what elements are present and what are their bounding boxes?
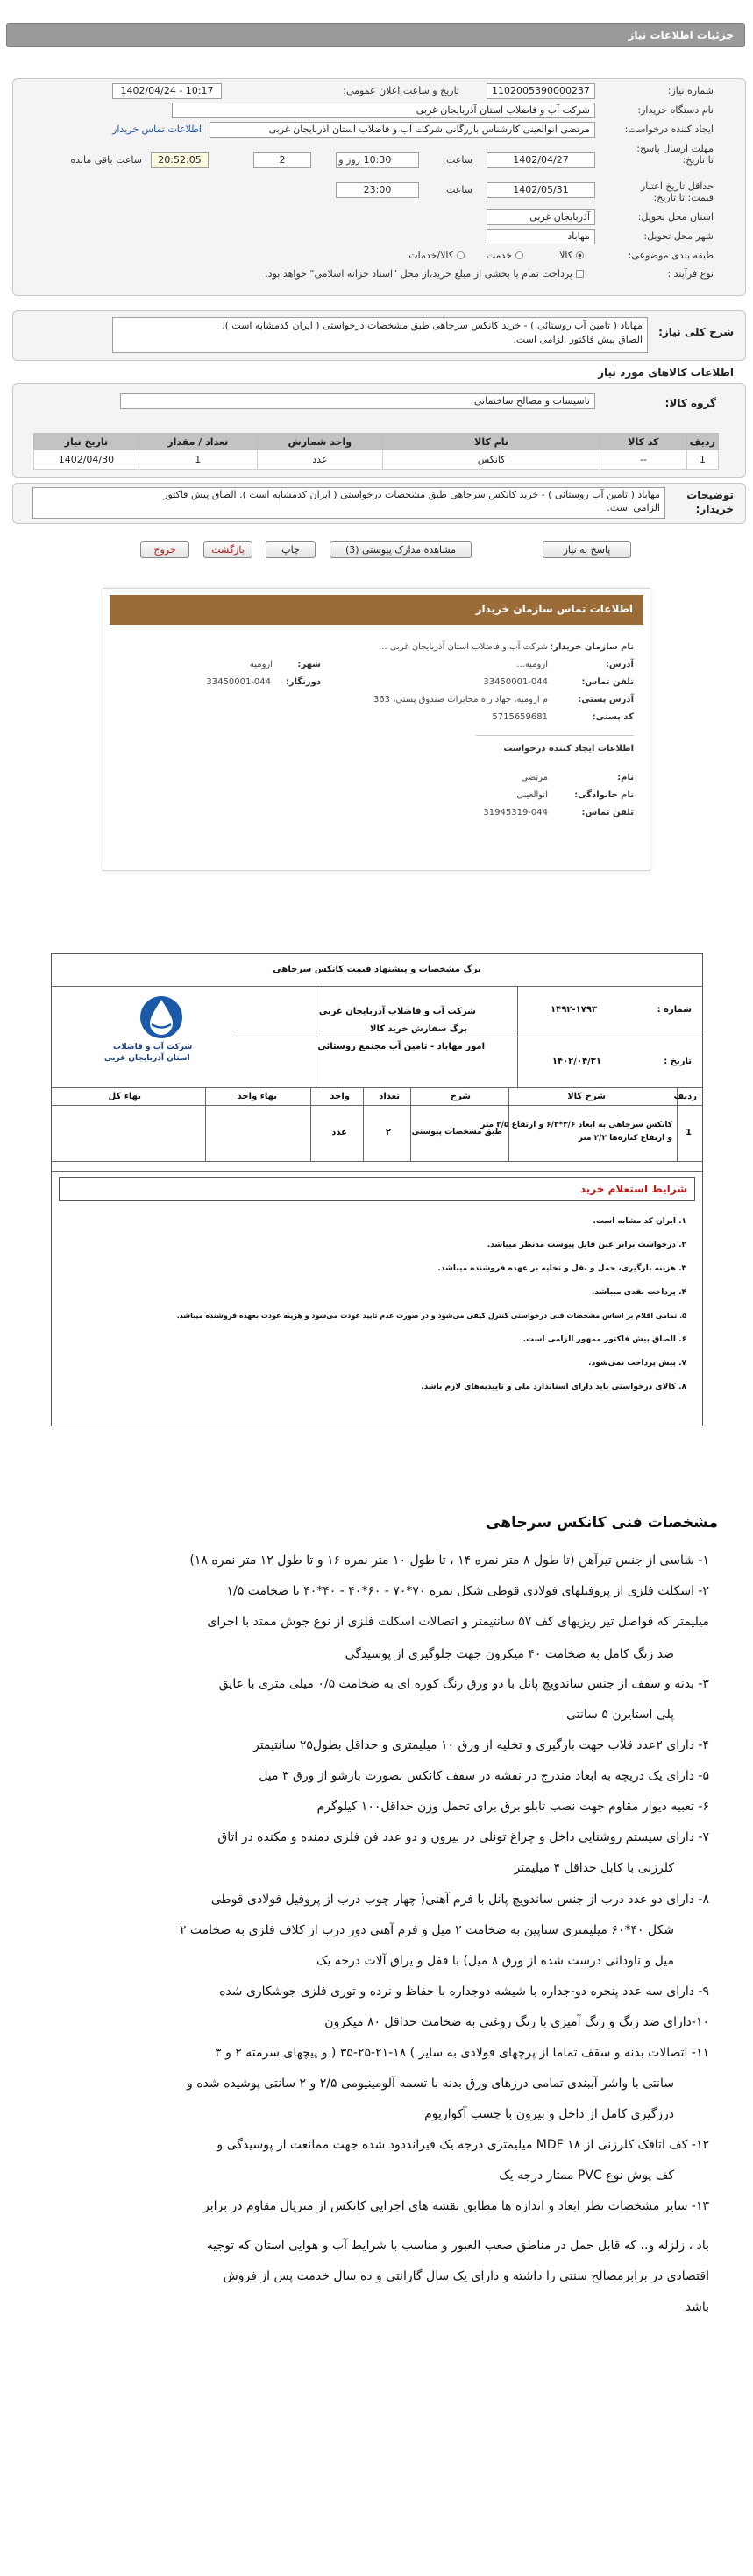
remaining-time-field: 20:52:05 (151, 152, 209, 168)
doc-conditions-title: شرایط استعلام خرید (579, 1183, 687, 1195)
cell-code: -- (600, 450, 686, 470)
doc-col-total-price: بهاء کل (108, 1092, 141, 1101)
contact-phone-label: تلفن تماس: (581, 677, 634, 687)
goods-section-title: اطلاعات کالاهای مورد نیاز (598, 366, 734, 379)
spec-line-17: ۱۱- اتصالات بدنه و سقف تماما از پرچهای فولادی به سایز ) ۱۸-۲۱-۲۵-۳۵ ( و پیچهای سرمته ۲ و ۳ (215, 2046, 709, 2060)
page-title: جزئیات اطلاعات نیاز (628, 29, 734, 41)
category-label: طبقه بندی موضوعی: (628, 250, 714, 261)
doc-company-line-2: برگ سفارش خرید کالا (370, 1024, 467, 1034)
announce-label: تاریخ و ساعت اعلان عمومی: (343, 85, 459, 96)
spec-line-6: پلی استایرن ۵ سانتی (566, 1708, 674, 1722)
contact-post-address-label: آدرس پستی: (578, 695, 634, 704)
contact-phone: 33450001-044 (483, 677, 548, 687)
process-checkbox[interactable]: پرداخت تمام یا بخشی از مبلغ خرید،از محل "اسناد خزانه اسلامی" خواهد بود. (265, 268, 584, 280)
doc-row-qty: ۲ (385, 1128, 391, 1137)
buyer-notes-label: توضیحات خریدار: (686, 489, 734, 515)
doc-row-spec: طبق مشخصات پیوستی (411, 1128, 502, 1136)
doc-col-qty: تعداد (379, 1092, 400, 1101)
col-name: نام کالا (383, 434, 600, 450)
price-time-label: ساعت (446, 184, 472, 195)
spec-line-14: میل و ناودانی درست شده از ورق ۸ میل) با قفل و یراق آلات درجه یک (316, 1954, 674, 1968)
remaining-label: ساعت باقی مانده (70, 154, 142, 166)
col-date: تاریخ نیاز (34, 434, 139, 450)
goods-group-label: گروه کالا: (664, 397, 716, 409)
doc-number: ۱۴۹۲-۱۷۹۳ (551, 1005, 597, 1015)
doc-col-row: ردیف (673, 1092, 697, 1101)
contact-card-title: اطلاعات تماس سازمان خریدار (475, 603, 633, 615)
col-row: ردیف (686, 434, 718, 450)
table-row (34, 450, 719, 470)
contact-fax-label: دورنگار: (285, 677, 321, 687)
city-field: مهاباد (487, 229, 595, 244)
summary-field (112, 317, 648, 353)
summary-line-1: مهاباد ( تامین آب روستائی ) - خرید کانکس سرجاهی طبق مشخصات درخواستی ( ایران کدمشابه است ). (222, 320, 643, 331)
min-price-label: حداقل تاریخ اعتبار قیمت: تا تاریخ: (640, 180, 714, 204)
back-button[interactable]: بازگشت (203, 541, 252, 558)
logo-text-line-2: استان آذربایجان غربی (104, 1054, 190, 1063)
spec-line-8: ۵- دارای یک دریچه به ابعاد مندرج در نقشه در سقف کانکس بصورت بازشو از ورق ۳ میل (259, 1769, 709, 1783)
doc-col-unit-price: بهاء واحد (237, 1092, 277, 1101)
creator-label: ایجاد کننده درخواست: (624, 124, 714, 135)
scanned-document (51, 953, 703, 1426)
cell-qty: 1 (139, 450, 257, 470)
cell-name: کانکس (383, 450, 600, 470)
need-details-form (0, 0, 753, 578)
col-unit: واحد شمارش (257, 434, 382, 450)
doc-line (52, 1161, 702, 1162)
reply-time-field: 10:30 (336, 152, 419, 168)
need-number-label: شماره نیاز: (667, 85, 714, 96)
doc-line (52, 986, 702, 987)
creator-last-name-label: نام خانوادگی: (574, 790, 634, 800)
spec-line-3: میلیمتر که فواصل تیر ریزیهای کف ۵۷ سانتیمتر و اتصالات اسکلت فلزی از نوع جوش ممتد با اجرای (207, 1615, 709, 1629)
specs-title: مشخصات فنی کانکس سرجاهی (486, 1514, 718, 1532)
spec-line-4: ضد زنگ کامل به ضخامت ۴۰ میکرون جهت جلوگیری از پوسیدگی (345, 1647, 674, 1661)
doc-row-unit: عدد (331, 1128, 347, 1137)
contact-postal-code-label: کد پستی: (592, 712, 634, 722)
doc-condition-1: ۱. ایران کد مشابه است. (593, 1217, 686, 1226)
category-service-radio[interactable]: خدمت (487, 250, 523, 261)
contact-card-header (110, 595, 643, 625)
days-field: 2 (253, 152, 311, 168)
process-label: نوع فرآیند : (667, 268, 714, 280)
spec-line-22: ۱۳- سایر مشخصات نظر ابعاد و اندازه ها مطابق نقشه های اجرایی کانکس از متریال مقاوم در برابر (202, 2199, 709, 2213)
spec-line-7: ۴- دارای ۲عدد قلاب جهت بارگیری و تخلیه از ورق ۱۰ میلیمتری و حداقل بطول۲۵ سانتیمتر (252, 1738, 709, 1752)
spec-line-9: ۶- تعبیه دیوار مقاوم جهت نصب تابلو برق برای تحمل وزن حداقل۱۰۰ کیلوگرم (316, 1800, 709, 1814)
doc-condition-5: ۵. تمامی اقلام بر اساس مشخصات فنی درخواستی کنترل کیفی می‌شود و در صورت عدم تایید عودت می‌شود و هزینه عودت بعهده فروشنده میباشد. (176, 1312, 686, 1320)
water-company-logo-icon (132, 994, 190, 1040)
spec-line-15: ۹- دارای سه عدد پنجره دو-جداره با شیشه دوجداره با حفاظ و نرده و توری فلزی جوشکاری شده (219, 1985, 709, 1999)
reply-date-field: 1402/04/27 (487, 152, 595, 168)
print-button[interactable]: چاپ (266, 541, 316, 558)
buyer-contact-link[interactable]: اطلاعات تماس خریدار (112, 124, 202, 135)
contact-org-label: نام سازمان خریدار: (550, 642, 634, 652)
spec-line-11: کلرزنی با کابل حداقل ۴ میلیمتر (514, 1861, 674, 1875)
contact-org: شرکت آب و فاضلاب استان آذربایجان غربی ... (379, 642, 548, 652)
doc-line (310, 1087, 311, 1161)
doc-condition-6: ۶. الصاق پیش فاکتور ممهور الزامی است. (522, 1335, 686, 1344)
category-goods-radio[interactable]: کالا (559, 250, 584, 261)
cell-date: 1402/04/30 (34, 450, 139, 470)
creator-phone: 31945319-044 (483, 808, 548, 817)
doc-row-desc-line-1: کانکس سرجاهی به ابعاد ۳/۶*۶/۳ و ارتفاع ۲/۵ متر (480, 1121, 672, 1129)
doc-conditions-title-box (59, 1177, 695, 1201)
logo-text-line-1: شرکت آب و فاضلاب (113, 1043, 193, 1051)
doc-company-line-1: شرکت آب و فاضلاب آذربایجان غربی (318, 1007, 476, 1016)
creator-first-name-label: نام: (617, 773, 634, 782)
cell-row: 1 (686, 450, 718, 470)
creator-field: مرتضی انوالعینی کارشناس بازرگانی شرکت آب و فاضلاب استان آذربایجان غربی (210, 122, 595, 138)
contact-address: ارومیه... (516, 660, 548, 669)
spec-line-2: ۲- اسکلت فلزی از پروفیلهای فولادی قوطی شکل نمره ۷۰*۷۰ - ۶۰*۴۰ - ۴۰*۴۰ با ضخامت ۱/۵ (226, 1584, 709, 1598)
province-field: آذربایجان غربی (487, 209, 595, 225)
doc-line (410, 1087, 411, 1161)
spec-line-10: ۷- دارای سیستم روشنایی داخل و چراغ تونلی در بیرون و دو عدد فن فلزی دمنده و مکنده در اتاق (217, 1830, 709, 1844)
doc-line (363, 1087, 364, 1161)
spec-line-23: باد ، زلزله و.. که قابل حمل در مناطق صعب العبور و مناسب با شرایط آب و هوایی استان که توجیه (206, 2239, 709, 2253)
spec-line-21: کف پوش نوع PVC ممتاز درجه یک (499, 2169, 674, 2183)
province-label: استان محل تحویل: (637, 211, 714, 223)
doc-col-spec: شرح (450, 1092, 471, 1101)
doc-condition-3: ۳. هزینه بارگیری، حمل و نقل و تخلیه بر عهده فروشنده میباشد. (437, 1264, 686, 1273)
contact-city: ارومیه (249, 660, 273, 669)
buyer-notes-field (32, 487, 665, 519)
spec-line-25: باشد (685, 2300, 709, 2314)
doc-line (52, 1171, 702, 1172)
creator-first-name: مرتضی (521, 773, 548, 782)
spec-line-1: ۱- شاسی از جنس تیرآهن (تا طول ۸ متر نمره ۱۴ ، تا طول ۱۰ متر نمره ۱۶ و تا طول ۱۲ متر نمره ۱۸) (189, 1553, 709, 1568)
announce-field: 1402/04/24 - 10:17 (112, 83, 222, 99)
reply-time-label: ساعت (446, 154, 472, 166)
price-date-field: 1402/05/31 (487, 182, 595, 198)
spec-line-19: درزگیری کامل از داخل و بیرون با چسب آکواریوم (424, 2107, 674, 2121)
spec-line-20: ۱۲- کف اتاقک کلرزنی از MDF ۱۸ میلیمتری درجه یک قیرانددود شده جهت ممانعت از پوسیدگی و (217, 2138, 709, 2152)
reply-deadline-label: مهلت ارسال پاسخ: تا تاریخ: (636, 143, 714, 166)
doc-line (52, 1105, 702, 1106)
creator-phone-label: تلفن تماس: (581, 808, 634, 817)
reply-button[interactable]: پاسخ به نیاز (543, 541, 631, 558)
doc-row-number: 1 (686, 1128, 692, 1137)
doc-number-label: شماره : (657, 1005, 692, 1015)
goods-table-header (34, 434, 719, 450)
contact-divider (476, 735, 634, 736)
spec-line-16: ۱۰-دارای ضد زنگ و رنگ آمیزی با رنگ روغنی به ضخامت حداقل ۸۰ میکرون (324, 2015, 709, 2029)
buyer-org-field: شرکت آب و فاضلاب استان آذربایجان غربی (172, 103, 595, 118)
need-number-field: 1102005390000237 (487, 83, 595, 99)
summary-line-2: الصاق پیش فاکتور الزامی است. (513, 333, 643, 345)
exit-button[interactable]: خروج (140, 541, 189, 558)
col-code: کد کالا (600, 434, 686, 450)
doc-condition-4: ۴. پرداخت نقدی میباشد. (591, 1288, 686, 1297)
contact-city-label: شهر: (297, 660, 321, 669)
doc-title: برگ مشخصات و پیشنهاد قیمت کانکس سرجاهی (273, 965, 481, 974)
creator-last-name: انوالعینی (516, 790, 548, 800)
view-attachments-button[interactable]: مشاهده مدارک پیوستی (3) (330, 541, 472, 558)
doc-company-line-3: امور مهاباد - تامین آب مجتمع روستائی (317, 1042, 485, 1051)
spec-line-12: ۸- دارای دو عدد درب از جنس ساندویچ پانل با فرم آهنی( چهار چوب درب از پروفیل فولادی قوطی (210, 1893, 709, 1907)
doc-date-label: تاریخ : (664, 1057, 692, 1066)
buyer-contact-card (103, 588, 650, 871)
doc-condition-7: ۷. پیش پرداخت نمی‌شود. (588, 1359, 686, 1368)
creator-section-title: اطلاعات ایجاد کننده درخواست (503, 744, 634, 754)
buyer-org-label: نام دستگاه خریدار: (637, 104, 714, 116)
category-both-radio[interactable]: کالا/خدمات (408, 250, 465, 261)
page-header (6, 23, 745, 47)
doc-row-desc-line-2: و ارتفاع کناره‌ها ۲/۲ متر (578, 1134, 672, 1143)
goods-table (33, 433, 719, 470)
spec-line-13: شکل ۴۰*۶۰ میلیمتری ستاپین به ضخامت ۲ میل و فرم آهنی دور درب از کلاف فلزی به ضخامت ۲ (179, 1923, 674, 1937)
doc-condition-8: ۸. کالای درخواستی باید دارای استاندارد ملی و تاییدیه‌های لازم باشد. (421, 1383, 686, 1391)
doc-col-desc: شرح کالا (567, 1092, 606, 1101)
spec-line-18: سانتی با واشر آببندی تمامی درزهای ورق بدنه با تسمه آلومینیومی ۲/۵ و ۲ سانتی پوشیده شده و (187, 2077, 674, 2091)
cell-unit: عدد (257, 450, 382, 470)
doc-line (52, 1087, 702, 1088)
contact-post-address: م ارومیه، جهاد راه مخابرات صندوق پستی، 363 (373, 695, 548, 704)
price-time-field: 23:00 (336, 182, 419, 198)
days-label: روز و (338, 154, 360, 166)
contact-postal-code: 5715659681 (492, 712, 548, 722)
contact-address-label: آدرس: (605, 660, 634, 669)
col-qty: تعداد / مقدار (139, 434, 257, 450)
goods-group-field: تاسیسات و مصالح ساختمانی (120, 393, 595, 409)
doc-line (205, 1087, 206, 1161)
summary-label: شرح کلی نیاز: (658, 326, 734, 338)
doc-col-unit: واحد (330, 1092, 350, 1101)
spec-line-5: ۳- بدنه و سقف از جنس ساندویچ پانل با دو ورق رنگ کوره ای به ضخامت ۰/۵ میلی متری با عایق (218, 1677, 709, 1691)
buyer-notes-line-2: الزامی است. (607, 501, 660, 513)
doc-condition-2: ۲. درخواست برابر عین فایل پیوست مدنظر میباشد. (487, 1241, 686, 1249)
city-label: شهر محل تحویل: (643, 230, 714, 242)
doc-date: ۱۴۰۲/۰۴/۳۱ (551, 1057, 601, 1066)
contact-fax: 33450001-044 (206, 677, 271, 687)
buyer-notes-line-1: مهاباد ( تامین آب روستائی ) - خرید کانکس سرجاهی طبق مشخصات درخواستی ( ایران کدمشابه است ). الصاق پیش فاکتور (163, 489, 660, 500)
spec-line-24: اقتصادی در برابرمصالح سنتی را داشته و دارای یک سال گارانتی و ده سال خدمت پس از فروش (223, 2269, 709, 2283)
